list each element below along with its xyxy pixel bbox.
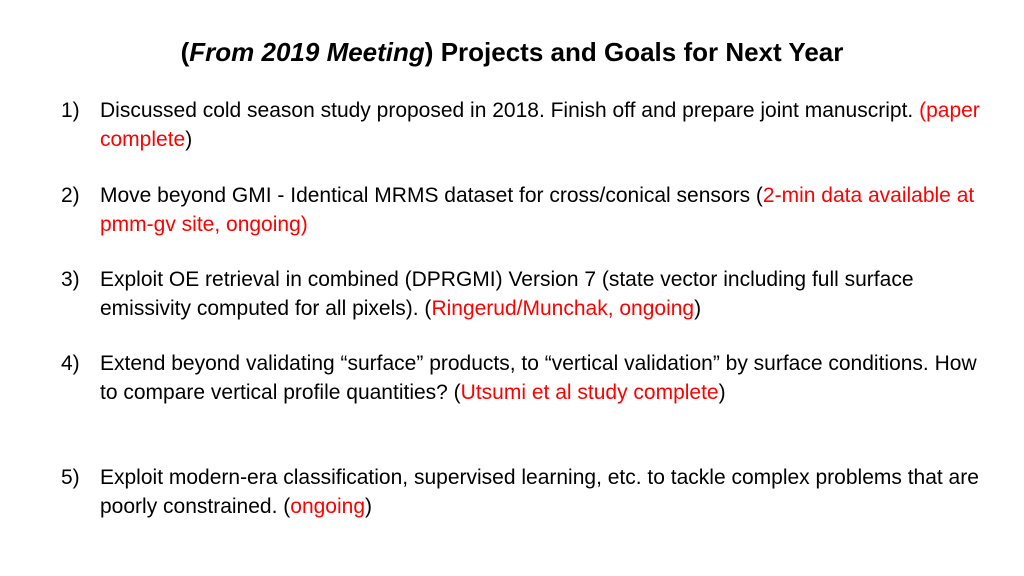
item-number: 1) [61,99,80,122]
item-close-paren: ) [694,297,702,320]
item-open-paren: ( [919,99,927,122]
title-open-paren: ( [180,37,190,67]
item-status: paper complete [100,99,980,151]
item-status: Ringerud/Munchak, ongoing [431,297,695,320]
item-body [100,463,980,521]
item-number: 4) [61,352,80,375]
item-text: Discussed cold season study proposed in 2018. Finish off and prepare joint manuscript. [100,99,920,122]
item-close-paren: ) [718,381,726,404]
item-text: Extend beyond validating “surface” products, to “vertical validation” by surface conditions. How to compare vertical profile quantities? ( [100,352,977,404]
item-body [100,265,980,323]
item-status: Utsumi et al study complete [460,381,719,404]
item-body [100,349,980,407]
item-text: Move beyond GMI - Identical MRMS dataset for cross/conical sensors ( [100,184,763,207]
title-rest: Projects and Goals for Next Year [433,37,844,67]
item-close-paren: ) [185,128,193,151]
item-body [100,181,980,239]
item-body [100,96,980,154]
item-text: Exploit OE retrieval in combined (DPRGMI) Version 7 (state vector including full surface emissivity computed for all pixels). ( [100,268,914,320]
slide-title [0,35,1024,69]
item-number: 2) [61,184,80,207]
item-status: ongoing [290,495,366,518]
item-status: 2-min data available at pmm-gv site, ongoing) [100,184,975,236]
item-close-paren: ) [365,495,373,518]
item-number: 5) [61,466,80,489]
item-text: Exploit modern-era classification, supervised learning, etc. to tackle complex problems that are poorly constrained. ( [100,466,979,518]
item-number: 3) [61,268,80,291]
title-italic-part: From 2019 Meeting [189,37,425,67]
title-close-paren: ) [424,37,434,67]
